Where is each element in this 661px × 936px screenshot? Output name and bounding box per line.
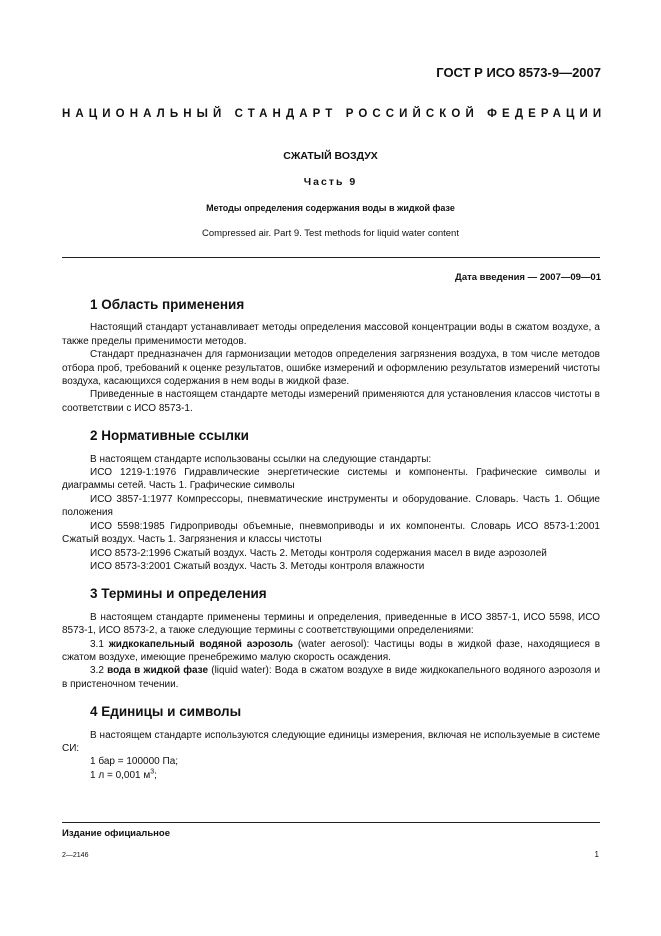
- term-definition: [62, 638, 600, 665]
- term-text: Частицы воды в жидкой фазе, находящиеся в сжатом воздухе, имеющие пренебрежимо малую скорость осаждения.: [62, 638, 601, 663]
- unit-text: 1 л = 0,001 м: [90, 769, 151, 781]
- term-definition: [62, 664, 600, 691]
- title-divider: [62, 257, 600, 258]
- paragraph: Стандарт предназначен для гармонизации методов определения загрязнения воздуха, в том числе методов отбора проб, требований к оценке результатов, ошибке измерений и оформлению результатов измерений чистоты воздуха, касающихся содержания в нем воды в жидкой фазе.: [62, 349, 600, 388]
- section-units: [62, 705, 600, 782]
- paragraph: В настоящем стандарте используются следующие единицы измерения, включая не используемые в системе СИ:: [62, 729, 600, 754]
- reference-item: ИСО 1219-1:1976 Гидравлические энергетические системы и компоненты. Графические символы и диаграммы сетей. Часть 1. Графические символы: [62, 467, 600, 492]
- unit-line: 1 бар = 100000 Па;: [90, 756, 179, 768]
- unit-line: [62, 769, 600, 782]
- term-number: 3.2: [90, 665, 104, 677]
- section-terms: [62, 587, 600, 691]
- reference-item: ИСО 8573-2:1996 Сжатый воздух. Часть 2. Методы контроля содержания масел в виде аэрозолей: [90, 547, 547, 559]
- page-number: 1: [594, 850, 599, 859]
- paragraph: В настоящем стандарте использованы ссылки на следующие стандарты:: [90, 453, 432, 465]
- reference-item: ИСО 3857-1:1977 Компрессоры, пневматические инструменты и оборудование. Словарь. Часть 1. Общие положения: [62, 493, 600, 519]
- part-label: Часть 9: [303, 176, 358, 188]
- paragraph: В настоящем стандарте применены термины и определения, приведенные в ИСО 3857-1, ИСО 5598, ИСО 8573-1, ИСО 8573-2, а также следующие термины с соответствующими определениями:: [62, 611, 600, 637]
- english-title: Compressed air. Part 9. Test methods for liquid water content: [202, 228, 459, 239]
- section-heading: 4 Единицы и символы: [90, 704, 242, 720]
- term-number: 3.1: [90, 638, 104, 650]
- document-body: [62, 292, 600, 796]
- section-heading: 3 Термины и определения: [90, 586, 267, 602]
- unit-tail: ;: [154, 769, 157, 781]
- print-code: 2—2146: [62, 852, 89, 859]
- unit-superscript: 3: [150, 768, 155, 776]
- paragraph: Настоящий стандарт устанавливает методы определения массовой концентрации воды в сжатом воздухе, а также пределы применимости методов.: [62, 322, 600, 347]
- footer-divider: [62, 822, 600, 823]
- paragraph: Приведенные в настоящем стандарте методы измерений применяются для установления классов чистоты в соответствии с ИСО 8573-1.: [62, 389, 600, 414]
- national-standard-banner: НАЦИОНАЛЬНЫЙ СТАНДАРТ РОССИЙСКОЙ ФЕДЕРАЦИИ: [62, 108, 607, 120]
- term-english: (liquid water):: [211, 665, 272, 677]
- official-edition-label: Издание официальное: [62, 828, 170, 839]
- document-subtitle: Методы определения содержания воды в жидкой фазе: [206, 203, 455, 213]
- reference-item: ИСО 5598:1985 Гидроприводы объемные, пневмоприводы и их компоненты. Словарь ИСО 8573-1:2001 Сжатый воздух. Часть 1. Загрязнения и классы чистоты: [62, 520, 600, 546]
- document-code: ГОСТ Р ИСО 8573-9—2007: [436, 65, 601, 80]
- reference-item: ИСО 8573-3:2001 Сжатый воздух. Часть 3. Методы контроля влажности: [90, 560, 425, 572]
- section-heading: 1 Область применения: [90, 297, 245, 312]
- effective-date: Дата введения — 2007—09—01: [455, 272, 601, 283]
- term-name: жидкокапельный водяной аэрозоль: [108, 638, 294, 650]
- section-heading: 2 Нормативные ссылки: [90, 428, 249, 444]
- section-scope: [62, 298, 600, 415]
- document-title: СЖАТЫЙ ВОЗДУХ: [283, 150, 378, 162]
- section-normative-references: [62, 429, 600, 573]
- term-text: Вода в сжатом воздухе в виде жидкокапельного водяного аэрозоля и в пристеночном течении.: [62, 665, 601, 690]
- term-name: вода в жидкой фазе: [107, 665, 209, 677]
- term-english: (water aerosol):: [297, 638, 370, 650]
